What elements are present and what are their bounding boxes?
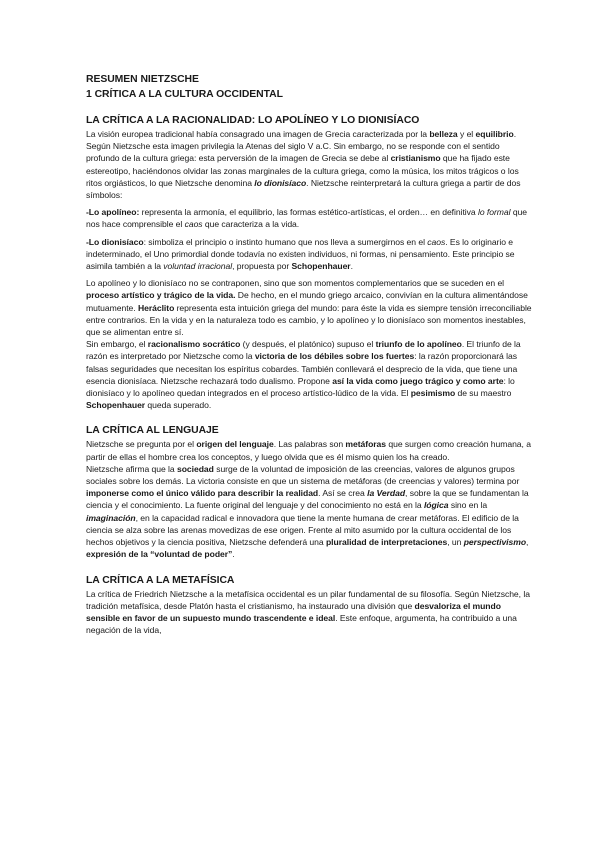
text-run: (y después, el platónico) supuso el [240, 339, 376, 350]
section-racionalidad [86, 113, 534, 411]
text-run: . Así se crea [318, 488, 368, 499]
text-run: representa esta intuición griega del mundo: para éste la vida es siempre tensión irreconciliable entre contrarios. En la vida y en la naturaleza todo es cambio, y lo apolíneo y lo dionisíaco son momentos inestables, que se alimentan entre sí. [86, 302, 532, 338]
text-run: Nietzsche se pregunta por el [86, 439, 197, 450]
text-run: . El triunfo de la razón es interpretado por Nietzsche como la [86, 339, 521, 362]
paragraph [86, 277, 534, 338]
document-title: RESUMEN NIETZSCHE [86, 74, 199, 85]
paragraph [86, 128, 534, 201]
text-run: . Nietzsche reinterpretará la cultura griega a partir de dos símbolos: [86, 177, 521, 201]
text-run: Nietzsche afirma que la [86, 463, 177, 474]
text-run: : la razón proporcionará las falsas seguridades que necesitan los espíritus cobardes. También conllevará el desprecio de la vida, que tiene una esencia dionisíaca. Nietzsche rechazará todo dualismo. Propone [86, 351, 518, 386]
text-run: sociedad [177, 463, 214, 474]
text-run: , sobre la que se fundamentan la ciencia y el conocimiento. La fuente original del lenguaje y del conocimiento no está en la [86, 488, 529, 511]
text-run: La visión europea tradicional había consagrado una imagen de Grecia caracterizada por la [86, 129, 430, 139]
section-title: LA CRÍTICA A LA RACIONALIDAD: LO APOLÍNEO Y LO DIONISÍACO [86, 115, 420, 126]
text-run: voluntad irracional [163, 261, 233, 272]
paragraph [86, 463, 534, 561]
text-run: imaginación [86, 512, 136, 523]
text-run: racionalismo socrático [147, 339, 241, 350]
text-run: triunfo de lo apolíneo [375, 339, 462, 350]
text-run: caos [184, 219, 203, 230]
text-run: que surgen como creación humana, a partir de ellas el hombre crea los conceptos, y luego olvida que es él mismo quien los ha creado. [86, 439, 531, 462]
text-run: y el [457, 129, 476, 139]
section-lenguaje [86, 423, 534, 560]
text-run: Lo apolíneo y lo dionisíaco no se contraponen, sino que son momentos complementarios que se suceden en el [86, 278, 505, 289]
paragraph [86, 588, 534, 637]
text-run: pesimismo [410, 388, 456, 399]
paragraph [86, 438, 534, 462]
paragraph [86, 236, 534, 273]
text-run: de su maestro [455, 388, 512, 399]
text-run: metáforas [345, 439, 387, 450]
section-title: LA CRÍTICA AL LENGUAJE [86, 425, 219, 437]
text-run: Schopenhauer [291, 261, 351, 272]
text-run: queda superado. [145, 400, 212, 411]
text-run: equilibrio [475, 129, 514, 139]
text-run: cristianismo [390, 153, 441, 164]
text-run: belleza [429, 129, 458, 139]
text-run: : lo dionisíaco y lo apolíneo quedan integrados en el proceso artístico-lúdico de la vida. El [86, 375, 515, 399]
paragraph [86, 338, 534, 411]
text-run: Sin embargo, el [86, 339, 148, 350]
text-run: desvaloriza el mundo sensible en favor de un supuesto mundo trascendente e ideal [86, 600, 501, 623]
text-run: surge de la voluntad de imposición de las creencias, valores de algunos grupos sociales sobre los demás. La victoria consiste en que un sistema de metáforas (de creencias y valores) termina por [86, 463, 520, 487]
text-run: la Verdad [367, 488, 406, 499]
text-run: proceso artístico y trágico de la vida. [86, 290, 236, 301]
text-run: , un [447, 537, 464, 548]
text-run: Heráclito [137, 302, 175, 313]
text-run: . Este enfoque, argumenta, ha contribuido a una negación de la vida, [86, 612, 517, 636]
text-run: pluralidad de interpretaciones [325, 537, 448, 548]
text-run: , en la capacidad radical e innovadora que tiene la mente humana de crear metáforas. El edificio de la ciencia se alza sobre las arenas movedizas de ese origen. Frente al mito asumido por la cultura occidental de los hechos objetivos y la ciencia positiva, Nietzsche defenderá una [86, 512, 519, 548]
text-run: que ha fijado este estereotipo, haciéndonos olvidar las zonas marginales de la cultura griega, como la música, los mitos trágicos o los ritos orgiásticos, lo que Nietzsche denomina [86, 153, 519, 188]
text-run: lo formal [477, 207, 511, 218]
section-metafisica [86, 573, 534, 637]
text-run: . Es lo originario e indeterminado, el Uno primordial donde todavía no existen individuos, ni formas, ni pensamiento. Este principio se asimila también a la [86, 236, 515, 272]
text-run: origen del lenguaje [196, 439, 274, 450]
text-run: Schopenhauer [86, 400, 146, 411]
text-run: sino en la [448, 500, 488, 511]
text-run: . [232, 549, 235, 560]
text-run: representa la armonía, el equilibrio, las formas estético-artísticas, el orden… en definitiva [139, 207, 478, 218]
text-run: así la vida como juego trágico y como arte [332, 375, 504, 386]
text-run: . Las palabras son [273, 439, 346, 450]
text-run: , propuesta por [232, 261, 292, 272]
text-run: . Según Nietzsche esta imagen privilegia la Atenas del siglo V a.C. Sin embargo, no se responde con el sentido profundo de la cultura griega: esta perversión de la imagen de Grecia se debe al [86, 129, 517, 164]
text-run: que caracteriza a la vida. [202, 219, 300, 230]
text-run: La crítica de Friedrich Nietzsche a la metafísica occidental es un pilar fundamental de su filosofía. Según Nietzsche, la tradición metafísica, desde Platón hasta el cristianismo, ha instaurado una división que [86, 588, 530, 611]
text-run: . [350, 261, 353, 272]
text-run: victoria de los débiles sobre los fuertes [254, 351, 415, 362]
text-run: : simboliza el principio o instinto humano que nos lleva a sumergirnos en el [143, 236, 428, 247]
section-title: LA CRÍTICA A LA METAFÍSICA [86, 574, 235, 586]
text-run: De hecho, en el mundo griego arcaico, convivían en la cultura alimentándose mutuamente. [86, 290, 528, 313]
text-run: lógica [423, 500, 449, 511]
text-run: imponerse como el único válido para describir la realidad [86, 488, 319, 499]
text-run: -Lo apolíneo: [86, 207, 140, 218]
paragraph [86, 206, 534, 230]
text-run: lo dionisíaco [254, 177, 307, 188]
text-run: expresión de la “voluntad de poder” [86, 549, 233, 560]
document-subtitle: 1 CRÍTICA A LA CULTURA OCCIDENTAL [86, 89, 283, 100]
text-run: -Lo dionisíaco [86, 236, 144, 247]
text-run: perspectivismo [463, 537, 527, 548]
text-run: caos [427, 236, 446, 247]
text-run: que nos hace comprensible el [86, 207, 528, 230]
text-run: , [526, 537, 529, 548]
